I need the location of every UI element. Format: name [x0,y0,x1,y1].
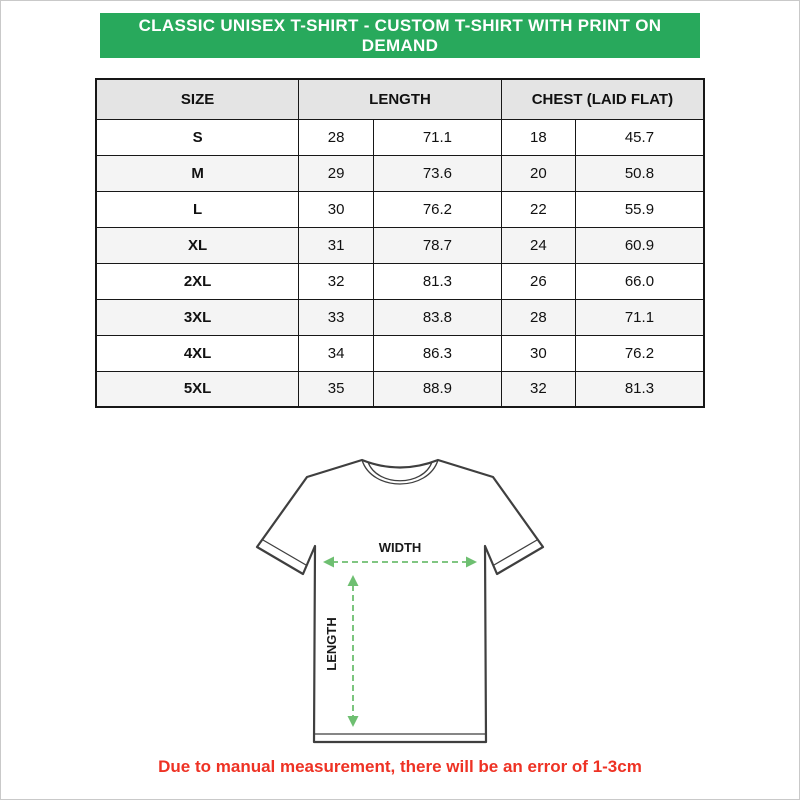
width-label: WIDTH [378,540,422,555]
length-in-cell: 32 [299,263,374,299]
table-header-chest: CHEST (LAID FLAT) [501,79,704,119]
size-cell: 2XL [96,263,299,299]
chest-cm-cell: 71.1 [575,299,704,335]
size-cell: S [96,119,299,155]
chest-in-cell: 30 [501,335,575,371]
size-cell: XL [96,227,299,263]
chest-cm-cell: 55.9 [575,191,704,227]
chest-in-cell: 18 [501,119,575,155]
length-label: LENGTH [324,617,339,671]
chest-in-cell: 32 [501,371,575,407]
page-title: CLASSIC UNISEX T-SHIRT - CUSTOM T-SHIRT WITH PRINT ON DEMAND [100,13,700,58]
table-row [96,335,704,371]
size-cell: 5XL [96,371,299,407]
size-cell: 4XL [96,335,299,371]
table-header-row [96,79,704,119]
table-row [96,227,704,263]
measurement-diagram [1,444,799,756]
length-cm-cell: 78.7 [374,227,502,263]
length-cm-cell: 86.3 [374,335,502,371]
length-in-cell: 35 [299,371,374,407]
chest-in-cell: 26 [501,263,575,299]
size-table-container [95,78,705,408]
table-row [96,119,704,155]
length-in-cell: 29 [299,155,374,191]
chest-cm-cell: 60.9 [575,227,704,263]
chest-cm-cell: 50.8 [575,155,704,191]
length-cm-cell: 71.1 [374,119,502,155]
table-row [96,191,704,227]
length-cm-cell: 81.3 [374,263,502,299]
measurement-error-note: Due to manual measurement, there will be an error of 1-3cm [158,757,642,776]
length-in-cell: 31 [299,227,374,263]
table-row [96,155,704,191]
length-in-cell: 33 [299,299,374,335]
length-cm-cell: 88.9 [374,371,502,407]
size-cell: L [96,191,299,227]
length-cm-cell: 83.8 [374,299,502,335]
length-cm-cell: 73.6 [374,155,502,191]
length-in-cell: 30 [299,191,374,227]
tshirt-diagram [250,444,550,756]
chest-cm-cell: 76.2 [575,335,704,371]
table-row [96,371,704,407]
size-cell: M [96,155,299,191]
size-table [95,78,705,408]
tshirt-outline [257,460,543,742]
length-in-cell: 34 [299,335,374,371]
chest-in-cell: 24 [501,227,575,263]
chest-cm-cell: 45.7 [575,119,704,155]
table-row [96,299,704,335]
table-row [96,263,704,299]
chest-in-cell: 28 [501,299,575,335]
chest-cm-cell: 66.0 [575,263,704,299]
length-cm-cell: 76.2 [374,191,502,227]
chest-cm-cell: 81.3 [575,371,704,407]
length-in-cell: 28 [299,119,374,155]
chest-in-cell: 20 [501,155,575,191]
size-cell: 3XL [96,299,299,335]
table-header-length: LENGTH [299,79,502,119]
chest-in-cell: 22 [501,191,575,227]
table-header-size: SIZE [96,79,299,119]
